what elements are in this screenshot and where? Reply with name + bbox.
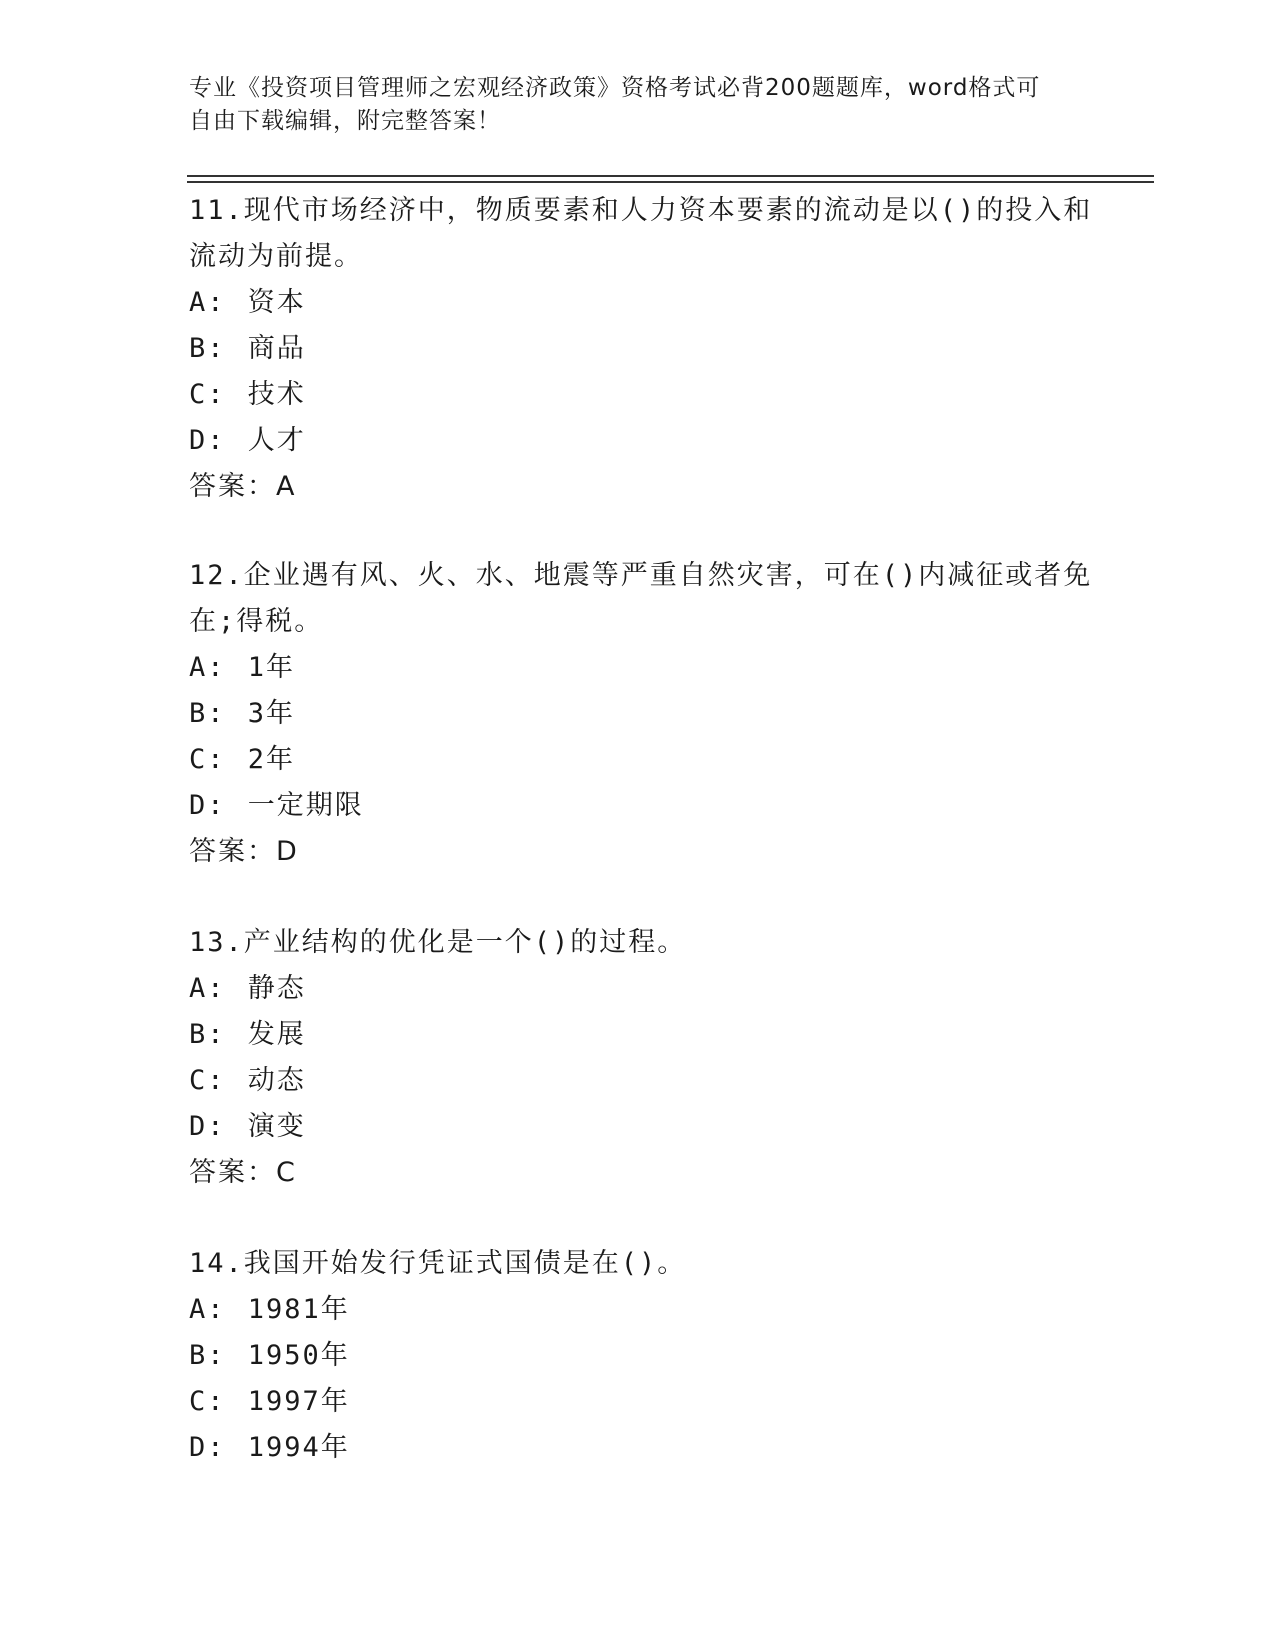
option-letter: D: bbox=[189, 790, 226, 821]
option-letter: C: bbox=[189, 379, 226, 410]
option-text: 1950年 bbox=[247, 1340, 350, 1371]
option-b bbox=[189, 326, 1089, 372]
option-b bbox=[189, 691, 1089, 737]
option-letter: B: bbox=[189, 1340, 226, 1371]
option-d bbox=[189, 418, 1089, 464]
option-text: 商品 bbox=[247, 333, 306, 364]
option-letter: A: bbox=[189, 973, 226, 1004]
option-letter: A: bbox=[189, 1294, 226, 1325]
question-13 bbox=[189, 920, 1089, 1196]
option-letter: D: bbox=[189, 425, 226, 456]
option-letter: A: bbox=[189, 287, 226, 318]
option-text: 1年 bbox=[247, 652, 296, 683]
option-text: 3年 bbox=[247, 698, 296, 729]
option-letter: B: bbox=[189, 1019, 226, 1050]
option-letter: C: bbox=[189, 744, 226, 775]
option-a bbox=[189, 645, 1089, 691]
option-b bbox=[189, 1012, 1089, 1058]
option-a bbox=[189, 1287, 1089, 1333]
option-letter: D: bbox=[189, 1432, 226, 1463]
question-12 bbox=[189, 553, 1093, 875]
header-divider-top bbox=[187, 175, 1154, 177]
option-text: 人才 bbox=[247, 425, 306, 456]
option-letter: A: bbox=[189, 652, 226, 683]
option-d bbox=[189, 1425, 1089, 1471]
option-text: 1994年 bbox=[247, 1432, 350, 1463]
option-b bbox=[189, 1333, 1089, 1379]
header-line-1: 专业《投资项目管理师之宏观经济政策》资格考试必背200题题库，word格式可 bbox=[189, 75, 1041, 101]
header-divider-bottom bbox=[187, 181, 1154, 183]
option-a bbox=[189, 966, 1089, 1012]
option-letter: C: bbox=[189, 1065, 226, 1096]
option-letter: B: bbox=[189, 333, 226, 364]
option-text: 动态 bbox=[247, 1065, 306, 1096]
question-stem-line: 流动为前提。 bbox=[189, 241, 363, 272]
answer-line: 答案：C bbox=[189, 1157, 297, 1188]
option-letter: D: bbox=[189, 1111, 226, 1142]
option-d bbox=[189, 1104, 1089, 1150]
option-letter: B: bbox=[189, 698, 226, 729]
question-stem-line: 在;得税。 bbox=[189, 606, 324, 637]
question-stem-line: 12.企业遇有风、火、水、地震等严重自然灾害，可在()内减征或者免 bbox=[189, 560, 1093, 591]
option-c bbox=[189, 372, 1089, 418]
header-line-2: 自由下载编辑，附完整答案！ bbox=[189, 108, 501, 134]
question-stem-line: 11.现代市场经济中，物质要素和人力资本要素的流动是以()的投入和 bbox=[189, 195, 1093, 226]
option-text: 一定期限 bbox=[247, 790, 364, 821]
option-c bbox=[189, 1379, 1089, 1425]
option-text: 静态 bbox=[247, 973, 306, 1004]
option-text: 演变 bbox=[247, 1111, 306, 1142]
answer-line: 答案：D bbox=[189, 836, 299, 867]
question-14 bbox=[189, 1241, 1089, 1471]
option-a bbox=[189, 280, 1089, 326]
option-text: 技术 bbox=[247, 379, 306, 410]
option-c bbox=[189, 737, 1089, 783]
option-text: 发展 bbox=[247, 1019, 306, 1050]
option-d bbox=[189, 783, 1089, 829]
question-11 bbox=[189, 188, 1093, 510]
question-stem-line: 14.我国开始发行凭证式国债是在()。 bbox=[189, 1248, 687, 1279]
option-text: 1997年 bbox=[247, 1386, 350, 1417]
answer-line: 答案：A bbox=[189, 471, 297, 502]
option-text: 2年 bbox=[247, 744, 296, 775]
option-letter: C: bbox=[189, 1386, 226, 1417]
document-header bbox=[189, 72, 1089, 138]
option-c bbox=[189, 1058, 1089, 1104]
option-text: 1981年 bbox=[247, 1294, 350, 1325]
question-stem-line: 13.产业结构的优化是一个()的过程。 bbox=[189, 927, 687, 958]
option-text: 资本 bbox=[247, 287, 306, 318]
